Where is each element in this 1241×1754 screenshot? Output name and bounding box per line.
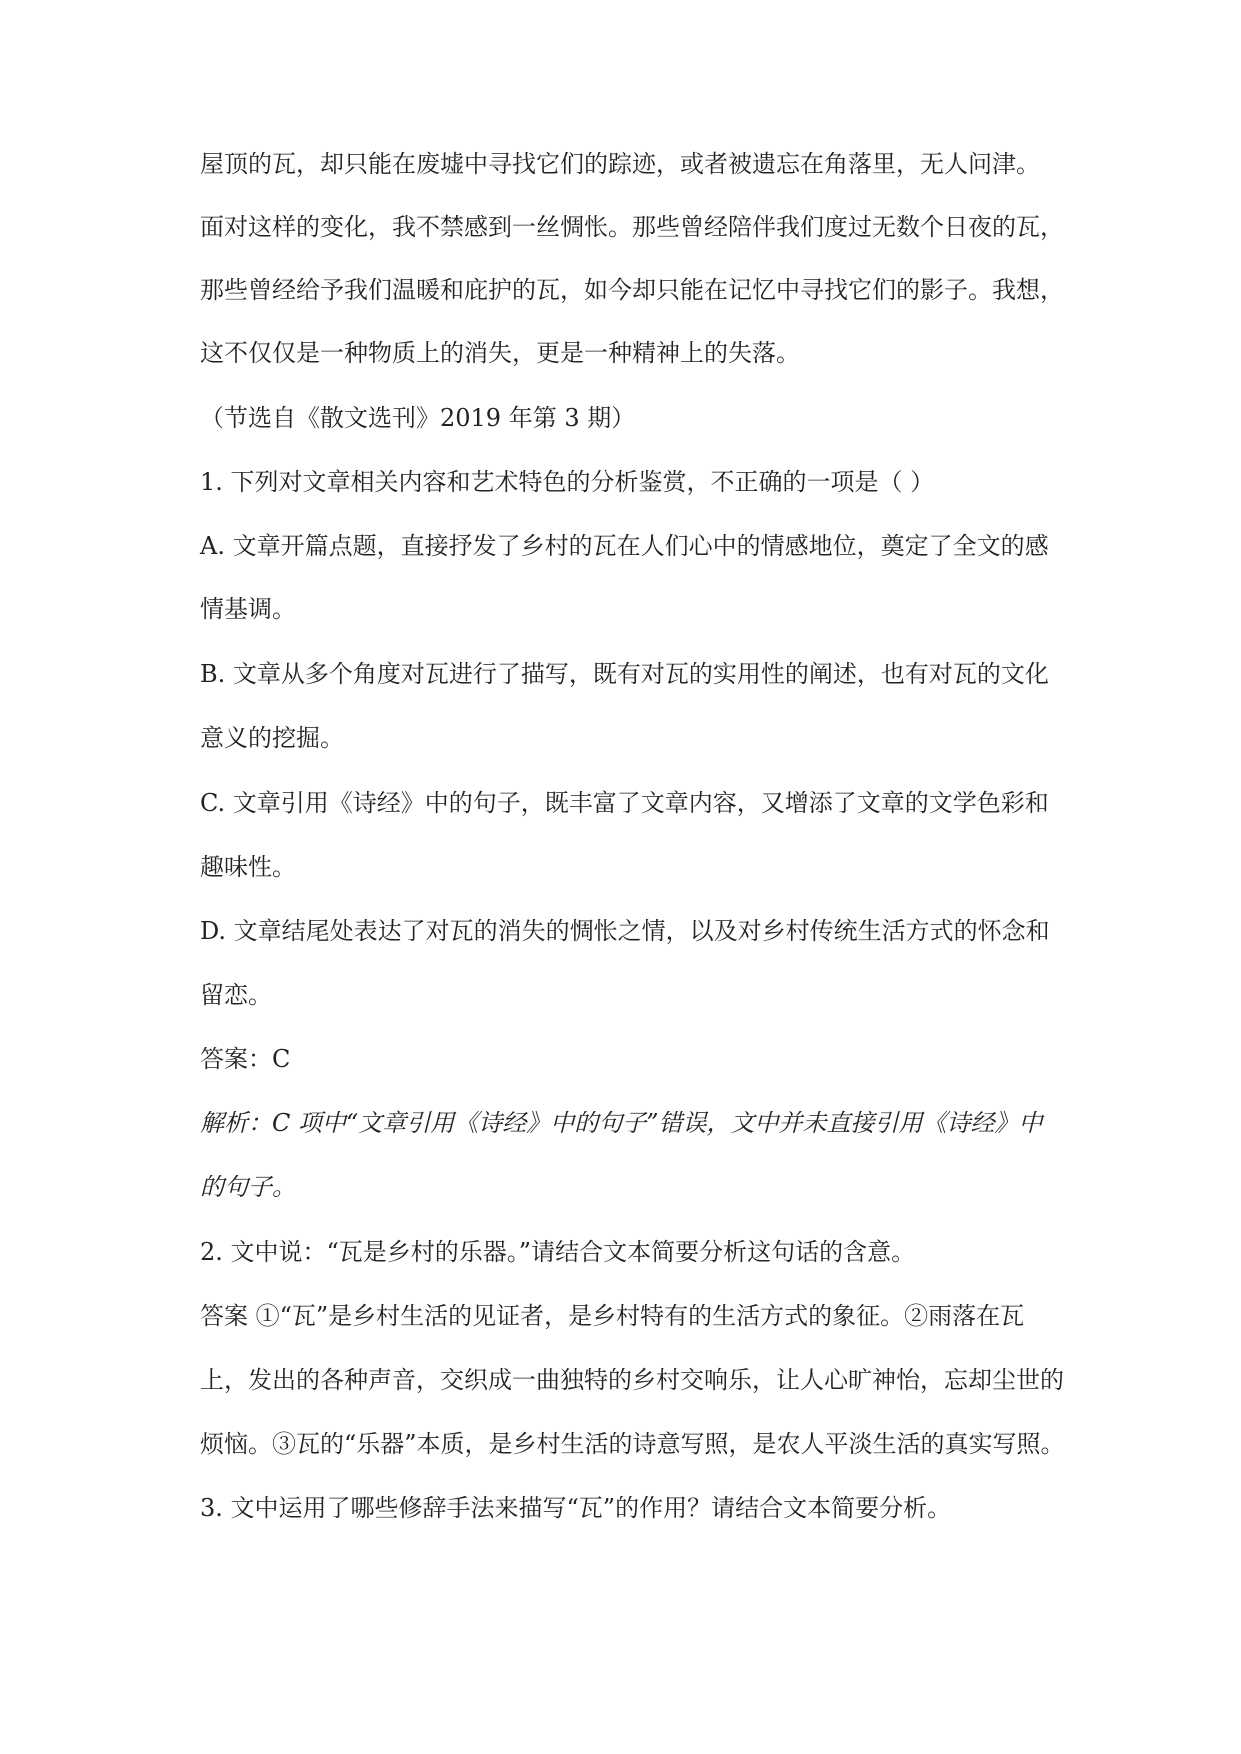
option-a-line-1: A. 文章开篇点题，直接抒发了乡村的瓦在人们心中的情感地位，奠定了全文的感	[200, 532, 1049, 560]
passage-line: 那些曾经给予我们温暖和庇护的瓦，如今却只能在记忆中寻找它们的影子。我想，	[200, 276, 1064, 304]
question-2-stem: 2. 文中说：“瓦是乡村的乐器。”请结合文本简要分析这句话的含意。	[200, 1238, 916, 1266]
option-b-line-1: B. 文章从多个角度对瓦进行了描写，既有对瓦的实用性的阐述，也有对瓦的文化	[200, 660, 1049, 688]
passage-source: （节选自《散文选刊》2019 年第 3 期）	[200, 404, 636, 432]
passage-line: 这不仅仅是一种物质上的消失，更是一种精神上的失落。	[200, 339, 800, 367]
question-1-answer: 答案：C	[200, 1045, 291, 1073]
question-2-answer-line-3: 烦恼。③瓦的“乐器”本质，是乡村生活的诗意写照，是农人平淡生活的真实写照。	[200, 1430, 1065, 1458]
question-1-stem: 1. 下列对文章相关内容和艺术特色的分析鉴赏，不正确的一项是（ ）	[200, 468, 935, 496]
question-2-answer-line-1: 答案 ①“瓦”是乡村生活的见证者，是乡村特有的生活方式的象征。②雨落在瓦	[200, 1302, 1025, 1330]
question-1-analysis-line-2: 的句子。	[200, 1173, 296, 1201]
question-3-stem: 3. 文中运用了哪些修辞手法来描写“瓦”的作用？请结合文本简要分析。	[200, 1494, 952, 1522]
option-b-line-2: 意义的挖掘。	[200, 724, 344, 752]
option-a-line-2: 情基调。	[200, 595, 296, 623]
option-d-line-1: D. 文章结尾处表达了对瓦的消失的惆怅之情，以及对乡村传统生活方式的怀念和	[200, 917, 1050, 945]
question-2-answer-line-2: 上，发出的各种声音，交织成一曲独特的乡村交响乐，让人心旷神怡，忘却尘世的	[200, 1366, 1064, 1394]
option-c-line-2: 趣味性。	[200, 853, 296, 881]
question-1-analysis-line-1: 解析：C 项中“文章引用《诗经》中的句子”错误，文中并未直接引用《诗经》中	[200, 1109, 1043, 1137]
passage-line: 面对这样的变化，我不禁感到一丝惆怅。那些曾经陪伴我们度过无数个日夜的瓦，	[200, 213, 1064, 241]
passage-line: 屋顶的瓦，却只能在废墟中寻找它们的踪迹，或者被遗忘在角落里，无人问津。	[200, 150, 1040, 178]
option-d-line-2: 留恋。	[200, 981, 272, 1009]
option-c-line-1: C. 文章引用《诗经》中的句子，既丰富了文章内容，又增添了文章的文学色彩和	[200, 789, 1049, 817]
